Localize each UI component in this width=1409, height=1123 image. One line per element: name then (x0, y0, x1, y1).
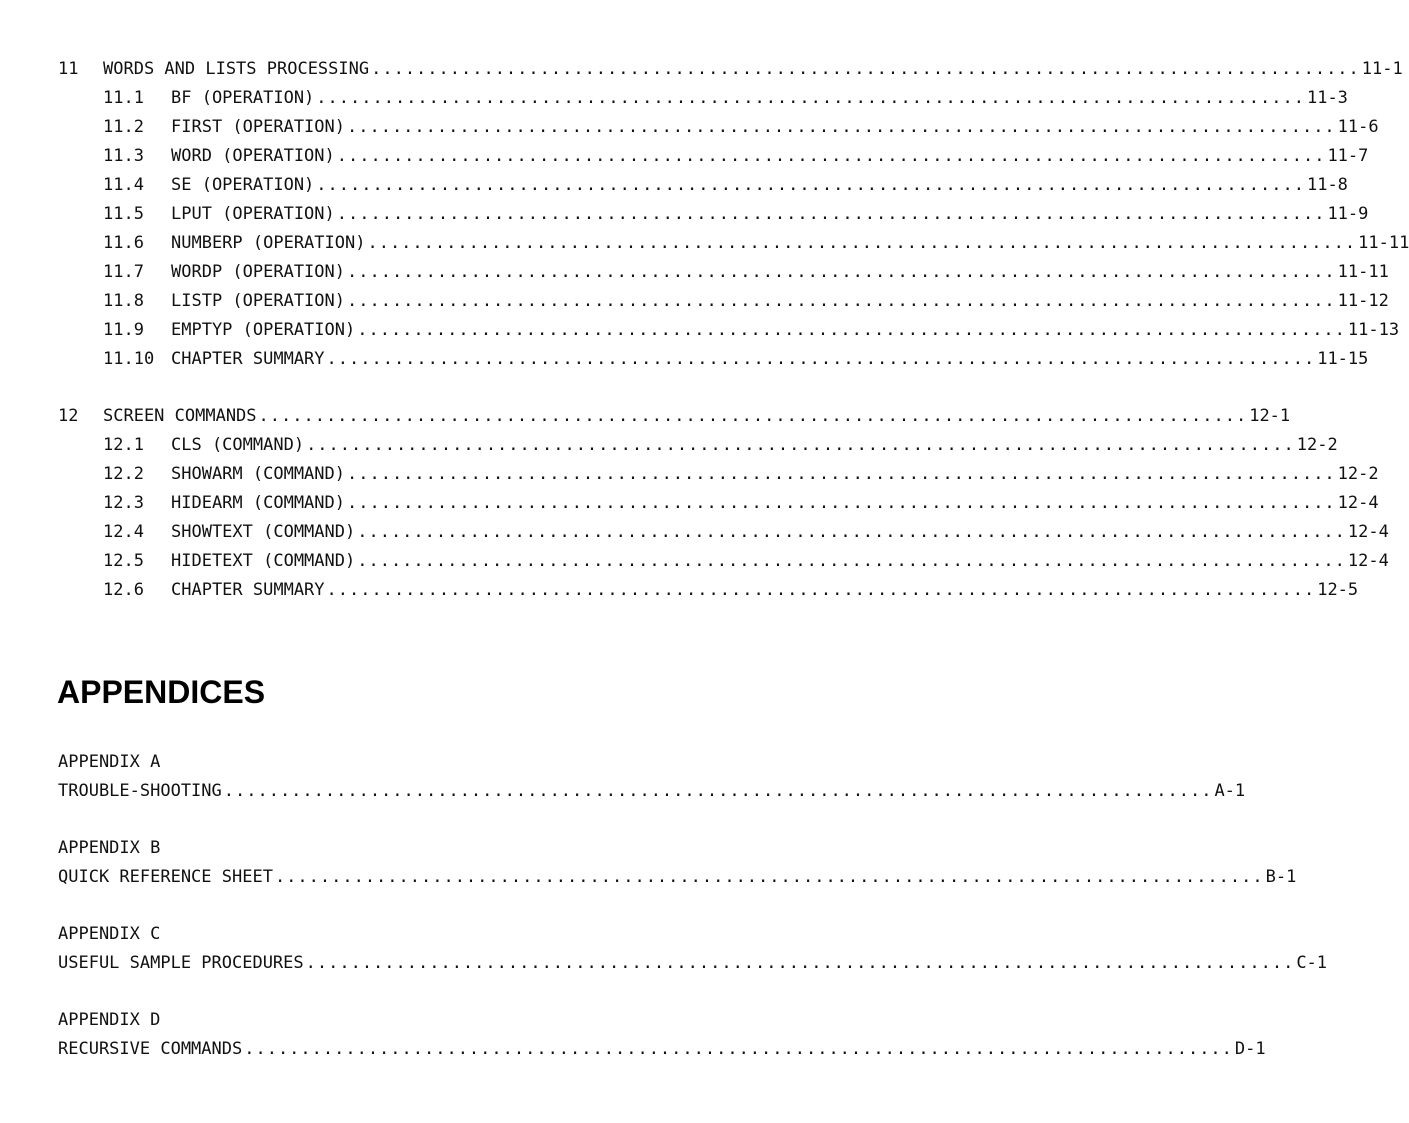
dot-leader: ........................................................................................ (357, 522, 1346, 542)
dot-leader: ........................................................................................ (347, 291, 1336, 311)
dot-leader: ........................................................................................ (371, 59, 1360, 79)
toc-appendix-c (58, 952, 1328, 974)
section-title: CHAPTER SUMMARY (171, 349, 325, 369)
dot-leader: ........................................................................................ (347, 493, 1336, 513)
page-reference: A-1 (1214, 781, 1246, 801)
appendix-title: QUICK REFERENCE SHEET (58, 867, 273, 887)
toc-chapter-11 (58, 58, 1403, 80)
page-reference: 12-4 (1347, 551, 1389, 571)
page-reference: 12-4 (1337, 493, 1379, 513)
page-reference: 11-6 (1337, 117, 1379, 137)
page-reference: 11-13 (1347, 320, 1400, 340)
toc-section-12-4 (103, 521, 1389, 543)
section-title: SHOWTEXT (COMMAND) (171, 522, 356, 542)
toc-section-11-7 (103, 261, 1389, 283)
section-title: LPUT (OPERATION) (171, 204, 335, 224)
chapter-title: SCREEN COMMANDS (103, 406, 257, 426)
appendix-c-label: APPENDIX C (58, 924, 161, 944)
appendix-b-label: APPENDIX B (58, 838, 161, 858)
toc-section-11-8 (103, 290, 1389, 312)
section-number: 12.2 (103, 464, 144, 484)
toc-appendix-a (58, 780, 1246, 802)
section-title: SE (OPERATION) (171, 175, 315, 195)
dot-leader: ........................................................................................ (336, 146, 1326, 166)
dot-leader: ........................................................................................ (357, 551, 1346, 571)
toc-section-11-4 (103, 174, 1348, 196)
toc-section-12-5 (103, 550, 1389, 572)
dot-leader: ........................................................................................ (274, 867, 1264, 887)
section-title: LISTP (OPERATION) (171, 291, 345, 311)
dot-leader: ........................................................................................ (223, 781, 1213, 801)
section-number: 12.1 (103, 435, 144, 455)
section-number: 11.2 (103, 117, 144, 137)
chapter-number: 11 (58, 59, 79, 79)
toc-section-12-1 (103, 434, 1338, 456)
toc-section-11-9 (103, 319, 1400, 341)
section-title: HIDEARM (COMMAND) (171, 493, 345, 513)
section-number: 12.3 (103, 493, 144, 513)
page-reference: 12-4 (1347, 522, 1389, 542)
page-reference: 12-2 (1337, 464, 1379, 484)
page-reference: C-1 (1296, 953, 1328, 973)
toc-section-12-3 (103, 492, 1379, 514)
section-title: CLS (COMMAND) (171, 435, 305, 455)
appendix-title: USEFUL SAMPLE PROCEDURES (58, 953, 304, 973)
toc-appendix-b (58, 866, 1297, 888)
page-reference: 12-1 (1249, 406, 1291, 426)
section-number: 11.1 (103, 88, 144, 108)
section-title: NUMBERP (OPERATION) (171, 233, 366, 253)
page-reference: 11-1 (1361, 59, 1403, 79)
toc-appendix-d (58, 1038, 1266, 1060)
appendix-d-label: APPENDIX D (58, 1010, 161, 1030)
section-title: EMPTYP (OPERATION) (171, 320, 356, 340)
section-number: 12.5 (103, 551, 144, 571)
dot-leader: ........................................................................................ (357, 320, 1346, 340)
section-number: 11.3 (103, 146, 144, 166)
toc-section-11-3 (103, 145, 1369, 167)
page-reference: B-1 (1265, 867, 1297, 887)
section-number: 11.7 (103, 262, 144, 282)
section-title: WORDP (OPERATION) (171, 262, 345, 282)
dot-leader: ........................................................................................ (367, 233, 1357, 253)
section-number: 11.4 (103, 175, 144, 195)
section-number: 11.5 (103, 204, 144, 224)
toc-section-12-6 (103, 579, 1359, 601)
section-title: SHOWARM (COMMAND) (171, 464, 345, 484)
dot-leader: ........................................................................................ (347, 464, 1336, 484)
dot-leader: ........................................................................................ (258, 406, 1248, 426)
section-title: FIRST (OPERATION) (171, 117, 345, 137)
appendices-heading: APPENDICES (57, 674, 266, 710)
dot-leader: ........................................................................................ (244, 1039, 1233, 1059)
page-reference: 11-9 (1327, 204, 1369, 224)
page-reference: 11-3 (1306, 88, 1348, 108)
page-reference: D-1 (1234, 1039, 1266, 1059)
dot-leader: ........................................................................................ (336, 204, 1326, 224)
section-title: WORD (OPERATION) (171, 146, 335, 166)
section-number: 11.8 (103, 291, 144, 311)
toc-section-11-6 (103, 232, 1409, 254)
dot-leader: ........................................................................................ (316, 88, 1305, 108)
appendix-title: TROUBLE-SHOOTING (58, 781, 222, 801)
page-reference: 11-15 (1317, 349, 1369, 369)
appendix-title: RECURSIVE COMMANDS (58, 1039, 243, 1059)
page-reference: 11-11 (1358, 233, 1409, 253)
toc-chapter-12 (58, 405, 1291, 427)
toc-section-11-1 (103, 87, 1348, 109)
dot-leader: ........................................................................................ (316, 175, 1305, 195)
section-title: CHAPTER SUMMARY (171, 580, 325, 600)
dot-leader: ........................................................................................ (305, 953, 1295, 973)
toc-section-11-5 (103, 203, 1369, 225)
dot-leader: ........................................................................................ (326, 580, 1316, 600)
section-number: 11.6 (103, 233, 144, 253)
section-number: 11.9 (103, 320, 144, 340)
dot-leader: ........................................................................................ (326, 349, 1316, 369)
dot-leader: ........................................................................................ (347, 117, 1336, 137)
toc-section-11-2 (103, 116, 1379, 138)
section-title: BF (OPERATION) (171, 88, 315, 108)
page-reference: 12-2 (1296, 435, 1338, 455)
section-number: 12.4 (103, 522, 144, 542)
page-reference: 11-11 (1337, 262, 1389, 282)
dot-leader: ........................................................................................ (347, 262, 1336, 282)
chapter-number: 12 (58, 406, 79, 426)
page-reference: 11-12 (1337, 291, 1389, 311)
section-title: HIDETEXT (COMMAND) (171, 551, 356, 571)
appendix-a-label: APPENDIX A (58, 752, 161, 772)
section-number: 11.10 (103, 349, 155, 369)
toc-section-11-10 (103, 348, 1369, 370)
page-reference: 11-7 (1327, 146, 1369, 166)
toc-section-12-2 (103, 463, 1379, 485)
dot-leader: ........................................................................................ (306, 435, 1295, 455)
section-number: 12.6 (103, 580, 144, 600)
page-reference: 12-5 (1317, 580, 1359, 600)
chapter-title: WORDS AND LISTS PROCESSING (103, 59, 370, 79)
page-reference: 11-8 (1306, 175, 1348, 195)
